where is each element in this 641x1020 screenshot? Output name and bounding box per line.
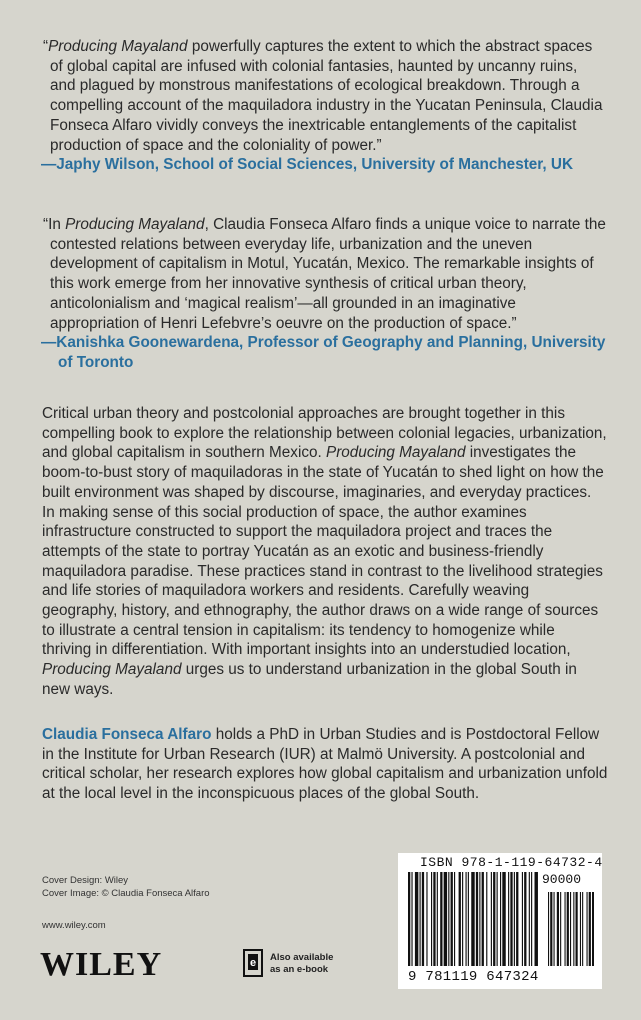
barcode-bar [426, 872, 427, 966]
barcode-bar [524, 872, 526, 966]
barcode-bar [486, 872, 487, 966]
price-barcode-bar [554, 892, 555, 966]
quote-attribution: —Kanishka Goonewardena, Professor of Geography and Planning, University of Toronto [41, 334, 606, 371]
barcode-bar [422, 872, 424, 966]
barcode-bar [408, 872, 410, 966]
barcode-bar [420, 872, 421, 966]
barcode-bar [466, 872, 467, 966]
author-name: Claudia Fonseca Alfaro [42, 726, 212, 743]
price-barcode-bar [557, 892, 559, 966]
barcode-bar [510, 872, 512, 966]
cover-image-credit: Cover Image: © Claudia Fonseca Alfaro [42, 888, 210, 899]
barcode-bar [440, 872, 442, 966]
barcode-bar [459, 872, 461, 966]
price-barcode-bar [576, 892, 578, 966]
isbn-number: ISBN 978-1-119-64732-4 [420, 855, 603, 870]
barcode-bar [514, 872, 515, 966]
barcode-bar [431, 872, 432, 966]
price-barcode-bar [592, 892, 594, 966]
barcode-bar [535, 872, 538, 966]
price-barcode-bar [587, 892, 588, 966]
barcode-bar [482, 872, 484, 966]
price-barcode-bar [582, 892, 583, 966]
endorsement-quote [40, 215, 606, 373]
barcode-bar [448, 872, 449, 966]
barcode-bar [508, 872, 509, 966]
barcode-bar [462, 872, 463, 966]
endorsement-quote [40, 37, 606, 175]
barcode-bar [451, 872, 453, 966]
barcode-bar [516, 872, 518, 966]
barcode-bar [444, 872, 447, 966]
svg-text:e: e [249, 957, 257, 969]
ebook-icon [243, 949, 263, 977]
barcode-bar [500, 872, 501, 966]
author-bio: Claudia Fonseca Alfaro holds a PhD in Urban Studies and is Postdoctoral Fellow in the Institute for Urban Research (IUR) at Malmö University. A postcolonial and critical scholar, her research explores how global capitalism and urbanization unfold at the local level in the inconspicuous places of the global South. [42, 726, 608, 803]
quote-attribution: —Japhy Wilson, School of Social Sciences, University of Manchester, UK [41, 156, 573, 174]
cover-credits [42, 874, 210, 900]
book-description: Critical urban theory and postcolonial approaches are brought together in this compelling book to explore the relationship between colonial legacies, urbanization, and global capitalism in southern Mexico. Producing Mayaland investigates the boom-to-bust story of maquiladoras in the state of Yucatán to shed light on how the built environment was shaped by discourse, imaginaries, and everyday practices. In making sense of this social production of space, the author examines infrastructure constructed to support the maquiladora project and traces the attempts of the state to portray Yucatán as an exotic and business-friendly maquiladora paradise. These practices stand in contrast to the livelihood strategies and life stories of maquiladora workers and residents. Carefully weaving geography, history, and ethnography, the author draws on a wide range of sources to illustrate a central tension in capitalism: its tendency to homogenize while thriving in differentiation. With important insights into an understudied location, Producing Mayaland urges us to understand urbanization in the global South in new ways. [42, 405, 607, 698]
barcode-bar [497, 872, 498, 966]
quote-text: “Producing Mayaland powerfully captures the extent to which the abstract spaces of global capital are infused with colonial fantasies, haunted by uncanny ruins, and plagued by monstrous manifestations of ecological breakdown. Through a compelling account of the maquiladora industry in the Yucatan Peninsula, Claudia Fonseca Alfaro vividly conveys the inextricable entanglements of the capitalist production of space and the coloniality of power.” [43, 38, 603, 154]
barcode-bar [471, 872, 474, 966]
barcode-bar [476, 872, 478, 966]
wiley-logo: WILEY [40, 946, 163, 983]
barcode-bar [479, 872, 480, 966]
barcode-bar [437, 872, 438, 966]
price-barcode-bar [589, 892, 591, 966]
publisher-website[interactable]: www.wiley.com [42, 920, 106, 931]
cover-design-credit: Cover Design: Wiley [42, 875, 129, 886]
price-barcode-bar [580, 892, 581, 966]
barcode-bar [415, 872, 418, 966]
ean-digits: 9 781119 647324 [408, 969, 539, 985]
barcode-bar [522, 872, 523, 966]
barcode-bar [411, 872, 412, 966]
barcode-bar [491, 872, 492, 966]
price-barcode-bar [567, 892, 569, 966]
barcode-bar [502, 872, 505, 966]
price-barcode-bar [565, 892, 566, 966]
price-barcode-bar [560, 892, 561, 966]
barcode-bar [493, 872, 495, 966]
price-barcode-bar [548, 892, 549, 966]
barcode-bar [468, 872, 469, 966]
price-barcode-bar [570, 892, 571, 966]
barcode-bar [531, 872, 532, 966]
barcode-bar [529, 872, 530, 966]
price-barcode-bar [550, 892, 552, 966]
price-barcode-bar [573, 892, 574, 966]
barcode-bar [454, 872, 455, 966]
ebook-availability: Also available as an e-book [270, 952, 334, 975]
barcode-bar [433, 872, 435, 966]
quote-text: “In Producing Mayaland, Claudia Fonseca Alfaro finds a unique voice to narrate the contested relations between everyday life, urbanization and the uneven development of capitalism in Motul, Yucatán, Mexico. The remarkable insights of this work emerge from her innovative synthesis of critical urban theory, anticolonialism and ‘magical realism’—all grounded in an imaginative appropriation of Henri Lefebvre’s oeuvre on the production of space.” [43, 216, 606, 332]
price-code: 90000 [542, 872, 582, 887]
